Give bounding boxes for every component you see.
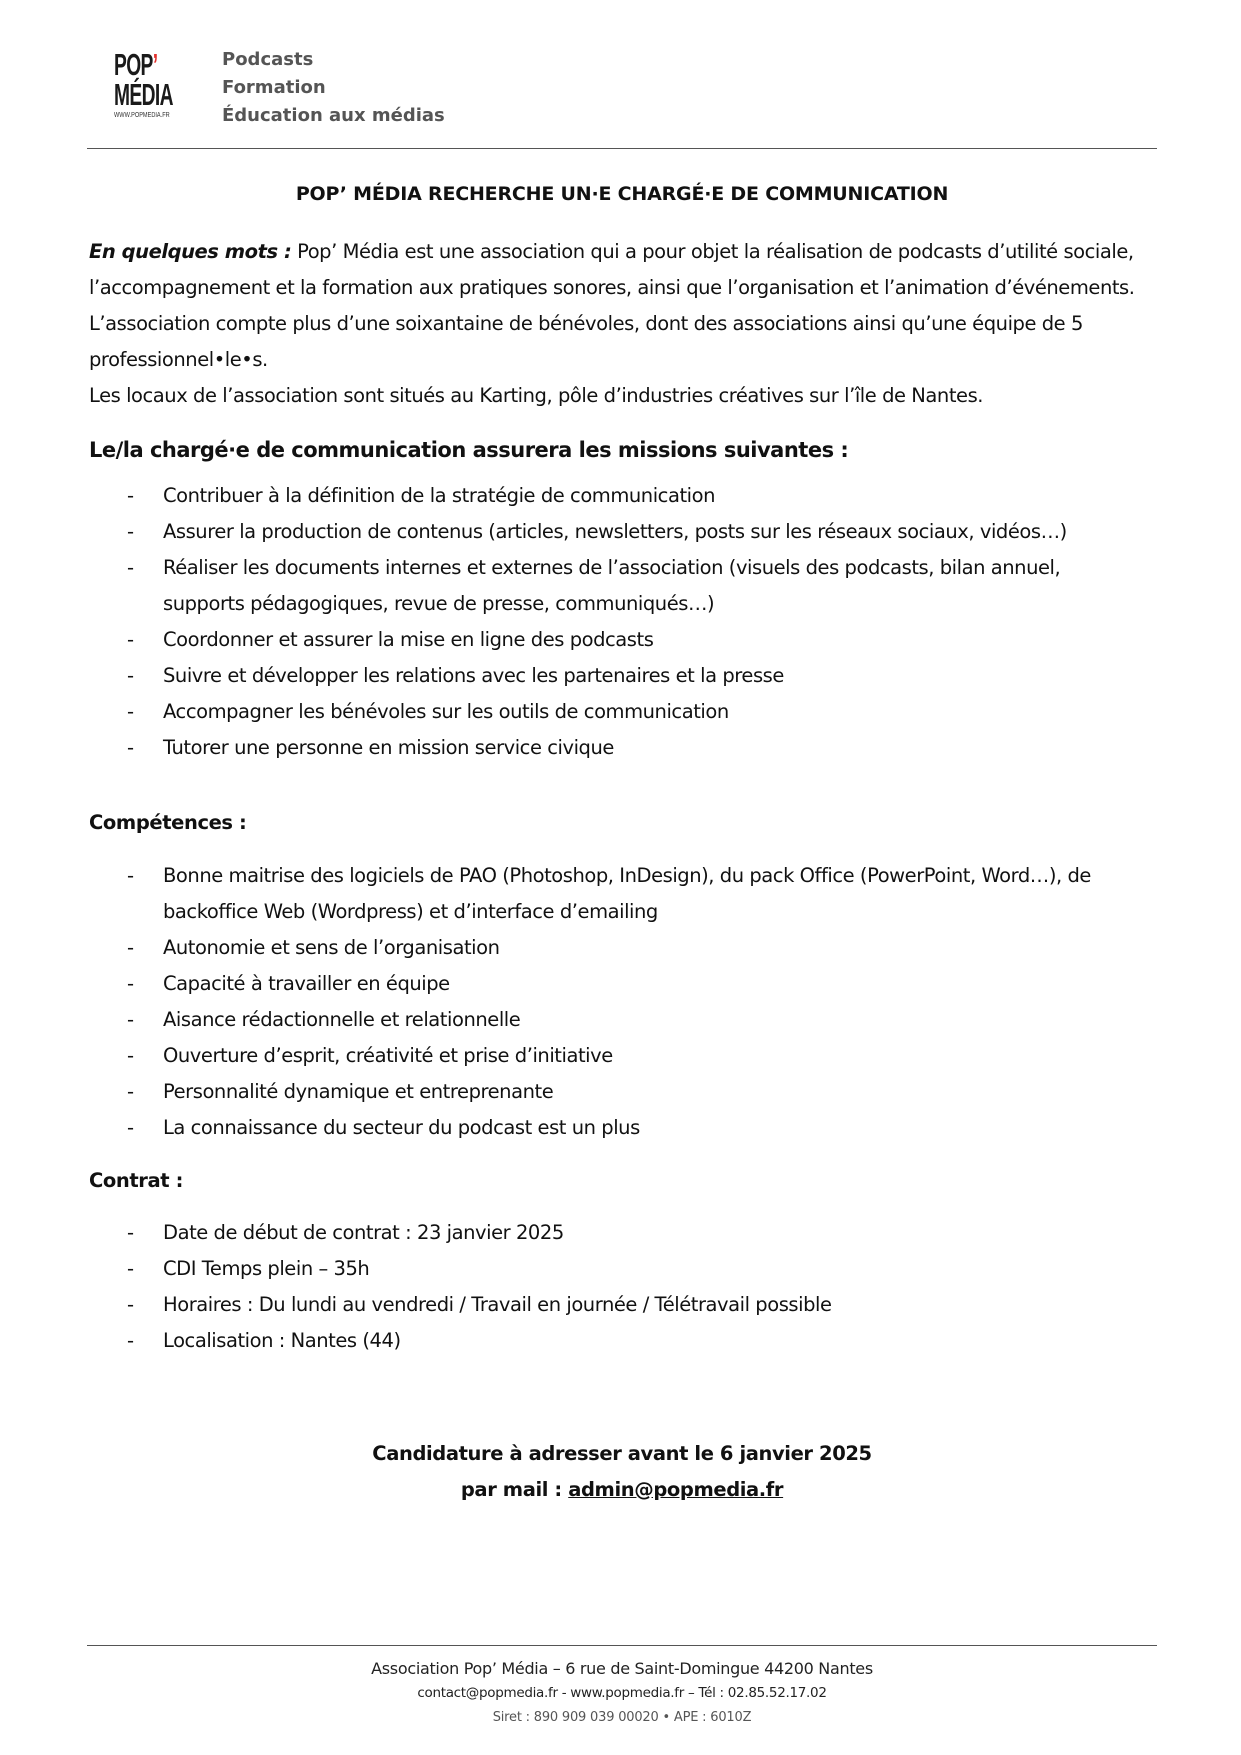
list-item: - Autonomie et sens de l’organisation bbox=[89, 930, 1159, 966]
competences-list bbox=[89, 858, 1159, 1146]
candidature-email-line bbox=[87, 1472, 1157, 1508]
footer-siret: Siret : 890 909 039 00020 • APE : 6010Z bbox=[492, 1710, 752, 1725]
missions-heading: Le/la chargé·e de communication assurera les missions suivantes : bbox=[89, 438, 849, 462]
list-item: - Date de début de contrat : 23 janvier 2025 bbox=[89, 1215, 1159, 1251]
pop-media-logo bbox=[114, 47, 174, 132]
footer-contact: contact@popmedia.fr - www.popmedia.fr – Tél : 02.85.52.17.02 bbox=[417, 1685, 827, 1701]
contrat-heading: Contrat : bbox=[89, 1169, 183, 1192]
main-content bbox=[89, 234, 1159, 1359]
list-item: - Suivre et développer les relations avec les partenaires et la presse bbox=[89, 658, 1159, 694]
email-prefix: par mail : bbox=[460, 1478, 569, 1501]
logo-line2: MÉDIA bbox=[114, 77, 173, 112]
list-item: - Personnalité dynamique et entreprenante bbox=[89, 1074, 1159, 1110]
missions-list bbox=[89, 478, 1159, 766]
list-item: - Assurer la production de contenus (articles, newsletters, posts sur les réseaux sociaux, vidéos…) bbox=[89, 514, 1159, 550]
intro-lead: En quelques mots : bbox=[89, 240, 292, 263]
list-item: - Aisance rédactionnelle et relationnelle bbox=[89, 1002, 1159, 1038]
email-link[interactable]: admin@popmedia.fr bbox=[568, 1478, 784, 1501]
logo-url: WWW.POPMEDIA.FR bbox=[114, 112, 170, 119]
footer-address: Association Pop’ Média – 6 rue de Saint-Domingue 44200 Nantes bbox=[371, 1659, 873, 1678]
footer-divider bbox=[87, 1645, 1157, 1646]
logo-line1: POP’ bbox=[114, 47, 158, 82]
list-item: - Tutorer une personne en mission service civique bbox=[89, 730, 1159, 766]
candidature-deadline: Candidature à adresser avant le 6 janvier 2025 bbox=[372, 1442, 872, 1465]
list-item: - Ouverture d’esprit, créativité et prise d’initiative bbox=[89, 1038, 1159, 1074]
list-item: - Horaires : Du lundi au vendredi / Travail en journée / Télétravail possible bbox=[89, 1287, 1159, 1323]
header-divider bbox=[87, 148, 1157, 149]
list-item: - Coordonner et assurer la mise en ligne des podcasts bbox=[89, 622, 1159, 658]
logo-apostrophe: ’ bbox=[152, 47, 158, 82]
tagline-podcasts: Podcasts bbox=[222, 49, 314, 70]
contrat-list bbox=[89, 1215, 1159, 1359]
list-item: - Contribuer à la définition de la stratégie de communication bbox=[89, 478, 1159, 514]
tagline-education: Éducation aux médias bbox=[222, 105, 445, 126]
intro-paragraph-3: Les locaux de l’association sont situés au Karting, pôle d’industries créatives sur l’île de Nantes. bbox=[89, 384, 984, 407]
list-item: - CDI Temps plein – 35h bbox=[89, 1251, 1159, 1287]
tagline-formation: Formation bbox=[222, 77, 326, 98]
list-item: - La connaissance du secteur du podcast est un plus bbox=[89, 1110, 1159, 1146]
list-item: - Capacité à travailler en équipe bbox=[89, 966, 1159, 1002]
list-item: - Accompagner les bénévoles sur les outils de communication bbox=[89, 694, 1159, 730]
intro-paragraph bbox=[89, 234, 1159, 306]
header-tagline bbox=[222, 46, 445, 130]
list-item: - Bonne maitrise des logiciels de PAO (Photoshop, InDesign), du pack Office (PowerPoint, Word…), de backoffice Web (Wordpress) et d’interface d’emailing bbox=[89, 858, 1159, 930]
competences-heading: Compétences : bbox=[89, 811, 247, 834]
candidature-block bbox=[87, 1436, 1157, 1508]
list-item: - Localisation : Nantes (44) bbox=[89, 1323, 1159, 1359]
page-title: POP’ MÉDIA RECHERCHE UN·E CHARGÉ·E DE COMMUNICATION bbox=[295, 183, 949, 205]
intro-paragraph-2: L’association compte plus d’une soixantaine de bénévoles, dont des associations ainsi qu’une équipe de 5 professionnel•le•s. bbox=[89, 312, 1083, 371]
list-item: - Réaliser les documents internes et externes de l’association (visuels des podcasts, bilan annuel, supports pédagogiques, revue de presse, communiqués…) bbox=[89, 550, 1159, 622]
intro-lead-text: Pop’ Média est une association qui a pour objet la réalisation de podcasts d’utilité sociale, l’accompagnement et la formation aux pratiques sonores, ainsi que l’organisation et l’animation d’événements. bbox=[89, 240, 1135, 299]
